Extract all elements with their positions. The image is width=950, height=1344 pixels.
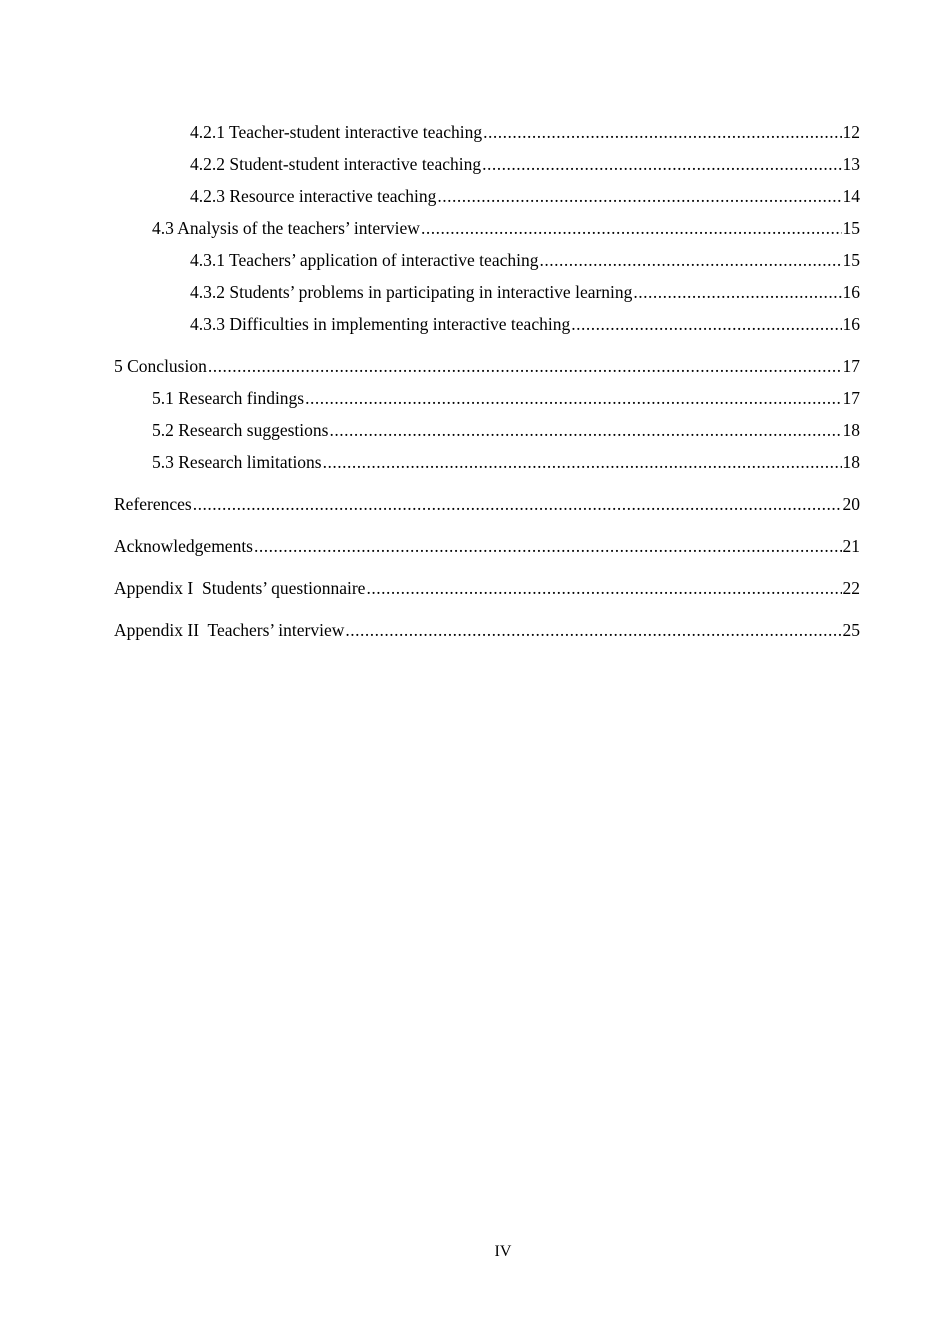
toc-entry-5[interactable] [114, 354, 860, 386]
toc-entry-page: 15 [842, 250, 860, 270]
toc-entry-page: 17 [842, 388, 860, 408]
toc-entry-title: 4.2.2 Student-student interactive teaching [190, 154, 482, 174]
toc-entry-page: 20 [842, 494, 860, 514]
toc-entry-page: 16 [842, 282, 860, 302]
toc-entry-5-3[interactable] [114, 450, 860, 482]
toc-entry-page: 16 [842, 314, 860, 334]
toc-dot-leader [208, 354, 842, 378]
toc-entry-4-3-3[interactable] [114, 312, 860, 344]
toc-entry-4-2-1[interactable] [114, 120, 860, 152]
toc-entry-4-3-2[interactable] [114, 280, 860, 312]
toc-dot-leader [254, 534, 842, 558]
toc-entry-5-1[interactable] [114, 386, 860, 418]
toc-entry-title: 4.3.3 Difficulties in implementing interactive teaching [190, 314, 571, 334]
toc-entry-page: 21 [842, 536, 860, 556]
toc-entry-page: 18 [842, 452, 860, 472]
toc-entry-page: 14 [842, 186, 860, 206]
toc-dot-leader [345, 618, 841, 642]
toc-dot-leader [329, 418, 841, 442]
toc-entry-references[interactable] [114, 492, 860, 524]
toc-dot-leader [437, 184, 841, 208]
toc-dot-leader [366, 576, 841, 600]
toc-entry-4-3-1[interactable] [114, 248, 860, 280]
toc-entry-page: 12 [842, 122, 860, 142]
toc-dot-leader [482, 152, 841, 176]
toc-dot-leader [305, 386, 841, 410]
toc-entry-title: Acknowledgements [114, 536, 253, 556]
toc-dot-leader [571, 312, 841, 336]
toc-dot-leader [323, 450, 842, 474]
toc-entry-title: Appendix II Teachers’ interview [114, 620, 345, 640]
toc-entry-title: References [114, 494, 192, 514]
toc-entry-appendix-2[interactable] [114, 618, 860, 650]
toc-entry-5-2[interactable] [114, 418, 860, 450]
toc-dot-leader [633, 280, 841, 304]
toc-entry-title: Appendix I Students’ questionnaire [114, 578, 366, 598]
toc-entry-4-2-3[interactable] [114, 184, 860, 216]
toc-entry-title: 4.3.1 Teachers’ application of interactive teaching [190, 250, 539, 270]
toc-entry-4-2-2[interactable] [114, 152, 860, 184]
toc-dot-leader [483, 120, 841, 144]
toc-entry-title: 5.1 Research findings [152, 388, 305, 408]
toc-entry-page: 22 [842, 578, 860, 598]
toc-entry-page: 18 [842, 420, 860, 440]
toc-dot-leader [193, 492, 842, 516]
toc-entry-appendix-1[interactable] [114, 576, 860, 608]
toc-entry-page: 17 [842, 356, 860, 376]
toc-entry-page: 25 [842, 620, 860, 640]
toc-entry-4-3[interactable] [114, 216, 860, 248]
toc-entry-title: 5.3 Research limitations [152, 452, 322, 472]
toc-entry-acknowledgements[interactable] [114, 534, 860, 566]
toc-dot-leader [539, 248, 841, 272]
page-number: IV [494, 1243, 512, 1260]
table-of-contents [114, 120, 860, 650]
toc-dot-leader [421, 216, 842, 240]
toc-entry-title: 5.2 Research suggestions [152, 420, 329, 440]
toc-entry-title: 4.3.2 Students’ problems in participating in interactive learning [190, 282, 633, 302]
toc-entry-title: 5 Conclusion [114, 356, 207, 376]
toc-entry-title: 4.3 Analysis of the teachers’ interview [152, 218, 420, 238]
toc-entry-title: 4.2.1 Teacher-student interactive teaching [190, 122, 483, 142]
toc-entry-page: 13 [842, 154, 860, 174]
toc-entry-title: 4.2.3 Resource interactive teaching [190, 186, 437, 206]
toc-entry-page: 15 [842, 218, 860, 238]
